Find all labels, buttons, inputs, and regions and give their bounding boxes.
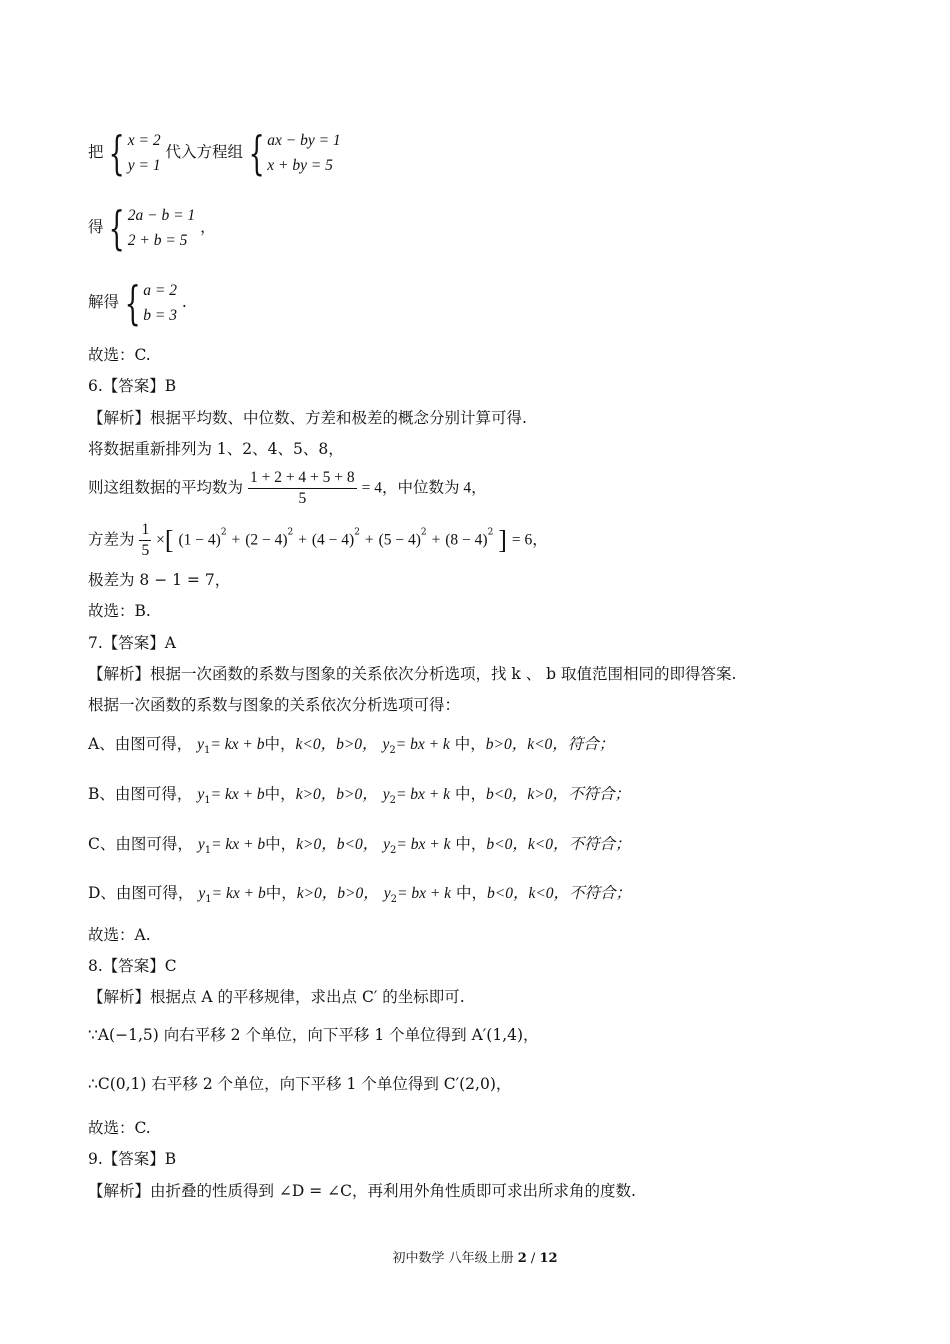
- condition: b<0，k>0，不符合；: [485, 786, 631, 803]
- condition: b<0，k<0，不符合；: [486, 885, 632, 902]
- text: = 4，中位数为 4，: [361, 479, 487, 497]
- q7-choice: 故选：A.: [88, 926, 151, 944]
- condition: k>0，b<0，: [296, 836, 379, 853]
- text: 中，: [450, 835, 487, 853]
- equation: 2a − b = 1: [127, 207, 196, 224]
- term: (4 − 4): [311, 531, 355, 549]
- function: = bx + k: [395, 786, 451, 803]
- equation: b = 3: [143, 307, 177, 324]
- function: = bx + k: [396, 885, 452, 902]
- condition: k>0，b>0，: [296, 885, 379, 902]
- footer-subject: 初中数学 八年级上册: [392, 1251, 518, 1266]
- equation-system: { 2a − b = 1 2 + b = 5: [109, 201, 196, 255]
- equation: y = 1: [127, 157, 161, 174]
- text: 方差为: [88, 530, 135, 549]
- function: = bx + k: [395, 736, 450, 753]
- text: 解得: [88, 293, 120, 311]
- function: = kx + b: [210, 736, 265, 753]
- text: 中，: [450, 785, 486, 803]
- exponent: 2: [487, 527, 494, 538]
- term: (8 − 4): [445, 531, 488, 549]
- q7-option-b: B、由图可得， $y_1=$ kx + b中，k>0，b>0， $y_2=$ bx + k 中，b<0，k>0，不符合；: [88, 785, 631, 807]
- text: 中，: [449, 735, 486, 753]
- condition: k<0，b>0，: [295, 736, 378, 753]
- equation-system: { x = 2 y = 1: [109, 126, 161, 180]
- exponent: 2: [354, 527, 360, 538]
- q6-variance-line: 方差为 $\frac{1}{5}$ ×[ $(1 - 4)^2 + (2 - 4)^2 + (4 - 4)^2 + (5 - 4)^2 + (8 - 4)^2$ ] = 6，: [88, 521, 548, 559]
- q8-choice: 故选：C.: [88, 1119, 151, 1137]
- fraction: [139, 520, 151, 561]
- text: 中，: [265, 884, 297, 902]
- function: = bx + k: [396, 836, 451, 853]
- equation: ax − by = 1: [267, 132, 341, 149]
- function: = kx + b: [210, 786, 265, 803]
- text: .: [181, 293, 187, 311]
- q7-option-a: A、由图可得， $y_1=$ kx + b中，k<0，b>0， $y_2=$ bx + k 中，b>0，k<0，符合；: [88, 735, 615, 757]
- fraction: [248, 468, 357, 509]
- q8-line1: ∵A(−1,5) 向右平移 2 个单位，向下平移 1 个单位得到 A′(1,4)，: [88, 1026, 539, 1044]
- condition: b<0，k<0，不符合；: [486, 836, 631, 853]
- q7-analysis: 【解析】根据一次函数的系数与图象的关系依次分析选项，找 k 、 b 取值范围相同的即得答案.: [88, 665, 737, 683]
- term: (1 − 4): [178, 531, 221, 549]
- q6-sorted: 将数据重新排列为 1、2、4、5、8，: [88, 440, 344, 458]
- q8-analysis: 【解析】根据点 A 的平移规律，求出点 C′ 的坐标即可.: [88, 988, 465, 1006]
- q6-choice: 故选：B.: [88, 602, 151, 620]
- condition: k>0，b>0，: [295, 786, 378, 803]
- term: (2 − 4): [245, 531, 288, 549]
- q8-answer: 8.【答案】C: [88, 957, 177, 975]
- equation: x + by = 5: [267, 157, 333, 174]
- q7-answer: 7.【答案】A: [88, 634, 176, 652]
- option-label: D、由图可得，: [88, 884, 194, 902]
- q6-analysis: 【解析】根据平均数、中位数、方差和极差的概念分别计算可得.: [88, 409, 527, 427]
- page-number: 2: [517, 1251, 527, 1266]
- equation-system: { a = 2 b = 3: [124, 276, 177, 330]
- text: 代入方程组: [165, 143, 244, 161]
- term: (5 − 4): [378, 531, 421, 549]
- denominator: 5: [298, 490, 307, 507]
- text: 中，: [264, 785, 296, 803]
- numerator: 1 + 2 + 4 + 5 + 8: [248, 468, 357, 489]
- text: ，: [200, 218, 216, 236]
- option-label: B、由图可得，: [88, 785, 193, 803]
- q6-mean-line: [88, 468, 487, 509]
- q6-range: 极差为 8 − 1 = 7，: [88, 571, 231, 589]
- q7-option-d: D、由图可得， $y_1=$ kx + b中，k>0，b>0， $y_2=$ bx + k 中，b<0，k<0，不符合；: [88, 884, 632, 906]
- exponent: 2: [420, 527, 427, 538]
- exponent: 2: [220, 527, 227, 538]
- q8-line2: ∴C(0,1) 右平移 2 个单位，向下平移 1 个单位得到 C′(2,0)，: [88, 1075, 512, 1093]
- option-label: C、由图可得，: [88, 835, 193, 853]
- numerator: 1: [139, 520, 151, 541]
- equation: a = 2: [143, 282, 177, 299]
- equation: 2 + b = 5: [127, 232, 188, 249]
- q5-choice: 故选：C.: [88, 346, 151, 364]
- text: 得: [88, 218, 104, 236]
- text: 中，: [264, 735, 296, 753]
- q5-get-line: [88, 203, 216, 253]
- page-total: 12: [539, 1251, 558, 1266]
- equation-system: { ax − by = 1 x + by = 5: [248, 126, 341, 180]
- condition: b>0，k<0，符合；: [485, 736, 615, 753]
- separator: /: [526, 1251, 540, 1266]
- page-footer: [0, 1247, 950, 1266]
- denominator: 5: [141, 542, 150, 559]
- exponent: 2: [287, 527, 294, 538]
- text: 中，: [265, 835, 297, 853]
- function: = kx + b: [211, 836, 266, 853]
- text: = 6，: [511, 531, 548, 549]
- function: = kx + b: [211, 885, 266, 902]
- equation: x = 2: [127, 132, 161, 149]
- q9-analysis: 【解析】由折叠的性质得到 ∠D = ∠C，再利用外角性质即可求出所求角的度数.: [88, 1182, 636, 1200]
- q7-option-c: C、由图可得， $y_1=$ kx + b中，k>0，b<0， $y_2=$ bx + k 中，b<0，k<0，不符合；: [88, 835, 631, 857]
- q9-answer: 9.【答案】B: [88, 1150, 177, 1168]
- text: 把: [88, 143, 104, 161]
- q5-solve-line: [88, 278, 187, 328]
- q7-intro: 根据一次函数的系数与图象的关系依次分析选项可得：: [88, 696, 461, 714]
- text: 中，: [451, 884, 487, 902]
- q5-substitution-line: [88, 128, 341, 178]
- text: 则这组数据的平均数为: [88, 478, 244, 497]
- option-label: A、由图可得，: [88, 735, 193, 753]
- q6-answer: 6.【答案】B: [88, 377, 177, 395]
